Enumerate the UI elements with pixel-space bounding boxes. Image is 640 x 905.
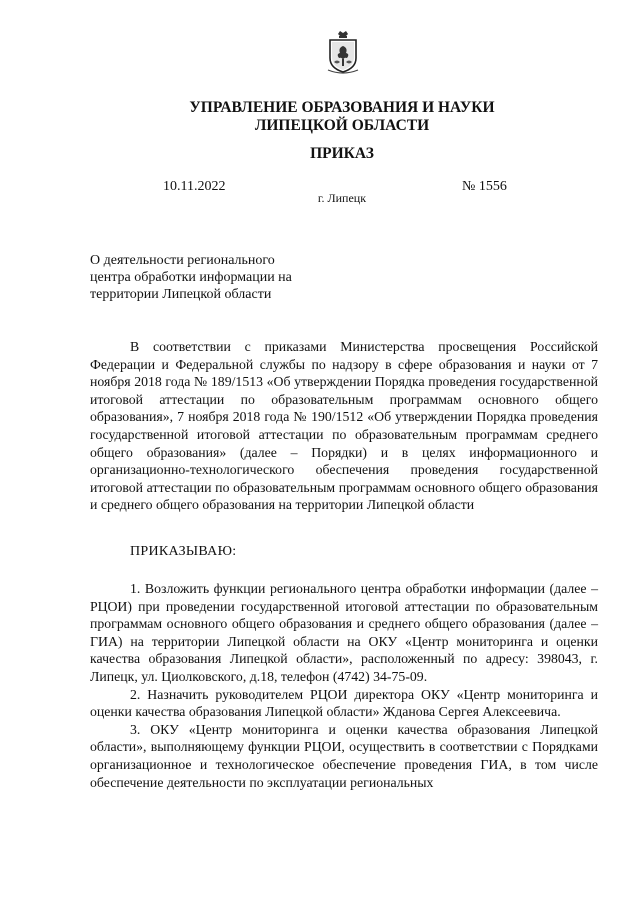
order-item: 2. Назначить руководителем РЦОИ директора ОКУ «Центр мониторинга и оценки качества образования Липецкой области» Жданова Сергея Алексеевича. xyxy=(90,686,598,720)
order-directive-word: ПРИКАЗЫВАЮ: xyxy=(130,544,237,559)
organization-name-line2: ЛИПЕЦКОЙ ОБЛАСТИ xyxy=(254,117,430,134)
order-date: 10.11.2022 xyxy=(163,179,226,194)
order-item: 3. ОКУ «Центр мониторинга и оценки качества образования Липецкой области», выполняющему функции РЦОИ, осуществить в соответствии с Порядками организационное и технологическое обеспечение проведения ГИА, в том числе обеспечение деятельности по эксплуатации региональных xyxy=(90,721,598,790)
document-type-title: ПРИКАЗ xyxy=(310,145,374,162)
order-subject xyxy=(90,252,310,303)
order-items xyxy=(90,580,598,791)
order-item: 1. Возложить функции регионального центра обработки информации (далее – РЦОИ) при проведении государственной итоговой аттестации по образовательным программам основного общего образования и среднего общего образования (далее – ГИА) на территории Липецкой области на ОКУ «Центр мониторинга и оценки качества образования Липецкой области», расположенный по адресу: 398043, г. Липецк, ул. Циолковского, д.18, телефон (4742) 34-75-09. xyxy=(90,581,598,684)
preamble-paragraph: В соответствии с приказами Министерства просвещения Российской Федерации и Федеральной службы по надзору в сфере образования и науки от 7 ноября 2018 года № 189/1513 «Об утверждении Порядка проведения государственной итоговой аттестации по образовательным программам основного общего образования», 7 ноября 2018 года № 190/1512 «Об утверждении Порядка проведения государственной итоговой аттестации по образовательным программам среднего общего образования» (далее – Порядки) и в целях информационного и организационно-технологического обеспечения проведения государственной итоговой аттестации по образовательным программам основного общего образования и среднего общего образования на территории Липецкой области xyxy=(90,339,598,513)
order-number: № 1556 xyxy=(462,179,507,194)
subject-line: О деятельности регионального xyxy=(90,253,275,268)
coat-of-arms-icon xyxy=(327,30,359,74)
subject-line: центра обработки информации на xyxy=(90,270,292,285)
order-city: г. Липецк xyxy=(317,191,367,205)
subject-line: территории Липецкой области xyxy=(90,287,272,302)
organization-name-line1: УПРАВЛЕНИЕ ОБРАЗОВАНИЯ И НАУКИ xyxy=(189,99,495,116)
